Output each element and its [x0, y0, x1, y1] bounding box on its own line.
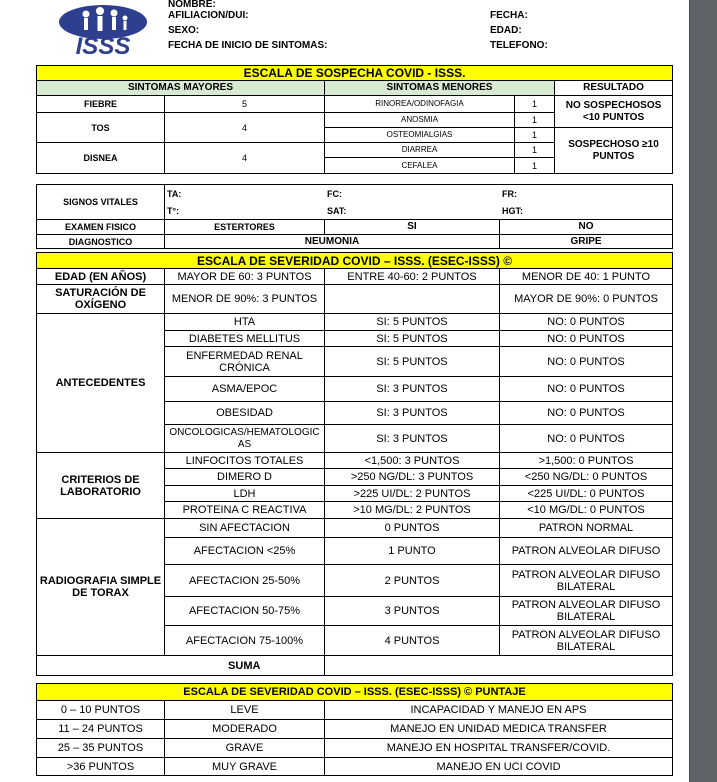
edad-c1: MAYOR DE 60: 3 PUNTOS: [165, 269, 325, 285]
antecedente-item: ONCOLOGICAS/HEMATOLOGICAS: [165, 425, 325, 453]
antecedente-si: SI: 3 PUNTOS: [325, 425, 500, 453]
radiografia-item: AFECTACION 25-50%: [165, 565, 325, 597]
examen-no: NO: [500, 220, 673, 235]
mayor-value: 4: [165, 113, 325, 143]
puntaje-level: MODERADO: [165, 720, 325, 739]
menor-label: RINOREA/ODINOFAGIA: [325, 96, 515, 113]
laboratorio-label: CRITERIOS DE LABORATORIO: [37, 453, 165, 519]
puntaje-manejo: MANEJO EN UNIDAD MEDICA TRANSFER: [325, 720, 673, 739]
t-field: T°:: [167, 205, 180, 216]
fc-field: FC:: [327, 188, 342, 199]
signos-fields: [165, 185, 673, 219]
suma-label: SUMA: [165, 656, 325, 676]
laboratorio-b: <225 UI/DL: 0 PUNTOS: [500, 486, 673, 502]
sospecha-table: [36, 65, 673, 174]
antecedente-si: SI: 3 PUNTOS: [325, 402, 500, 425]
resultado-no: NO SOSPECHOSOS <10 PUNTOS: [555, 96, 673, 128]
diagnostico-neumonia: NEUMONIA: [165, 235, 500, 249]
antecedente-item: OBESIDAD: [165, 402, 325, 425]
puntaje-level: MUY GRAVE: [165, 758, 325, 776]
antecedente-no: NO: 0 PUNTOS: [500, 377, 673, 402]
laboratorio-a: >225 UI/DL: 2 PUNTOS: [325, 486, 500, 502]
antecedente-no: NO: 0 PUNTOS: [500, 347, 673, 377]
menor-value: 1: [515, 143, 555, 158]
antecedente-no: NO: 0 PUNTOS: [500, 331, 673, 347]
mayor-label: DISNEA: [37, 143, 165, 174]
saturacion-c3: MAYOR DE 90%: 0 PUNTOS: [500, 285, 673, 314]
laboratorio-b: <10 MG/DL: 0 PUNTOS: [500, 502, 673, 519]
laboratorio-a: >250 NG/DL: 3 PUNTOS: [325, 469, 500, 486]
antecedente-item: ENFERMEDAD RENAL CRÓNICA: [165, 347, 325, 377]
radiografia-pts: 4 PUNTOS: [325, 626, 500, 656]
radiografia-pts: 3 PUNTOS: [325, 597, 500, 626]
radiografia-pts: 1 PUNTO: [325, 538, 500, 565]
puntaje-level: LEVE: [165, 701, 325, 720]
menor-label: OSTEOMIALGIAS: [325, 128, 515, 143]
mayor-value: 5: [165, 96, 325, 113]
viewer-scrollbar[interactable]: [690, 0, 717, 782]
laboratorio-b: <250 NG/DL: 0 PUNTOS: [500, 469, 673, 486]
mayor-label: TOS: [37, 113, 165, 143]
edad-label: EDAD:: [490, 25, 522, 36]
menor-label: ANOSMIA: [325, 113, 515, 128]
radiografia-label: RADIOGRAFIA SIMPLE DE TORAX: [37, 519, 165, 656]
laboratorio-item: LDH: [165, 486, 325, 502]
antecedente-no: NO: 0 PUNTOS: [500, 314, 673, 331]
radiografia-item: AFECTACION 50-75%: [165, 597, 325, 626]
hgt-field: HGT:: [502, 205, 523, 216]
col-menores: SINTOMAS MENORES: [325, 81, 555, 96]
radiografia-desc: PATRON NORMAL: [500, 519, 673, 538]
menor-label: DIARREA: [325, 143, 515, 158]
laboratorio-b: >1,500: 0 PUNTOS: [500, 453, 673, 469]
menor-value: 1: [515, 113, 555, 128]
laboratorio-a: >10 MG/DL: 2 PUNTOS: [325, 502, 500, 519]
puntaje-range: 11 – 24 PUNTOS: [37, 720, 165, 739]
radiografia-item: AFECTACION 75-100%: [165, 626, 325, 656]
radiografia-pts: 2 PUNTOS: [325, 565, 500, 597]
diagnostico-label: DIAGNOSTICO: [37, 235, 165, 249]
patient-header: [166, 0, 656, 52]
antecedente-si: SI: 5 PUNTOS: [325, 347, 500, 377]
radiografia-pts: 0 PUNTOS: [325, 519, 500, 538]
puntaje-table: [36, 683, 673, 776]
puntaje-manejo: MANEJO EN UCI COVID: [325, 758, 673, 776]
antecedente-item: HTA: [165, 314, 325, 331]
edad-c3: MENOR DE 40: 1 PUNTO: [500, 269, 673, 285]
ta-field: TA:: [167, 188, 182, 199]
severidad-table: [36, 252, 673, 676]
laboratorio-item: LINFOCITOS TOTALES: [165, 453, 325, 469]
col-resultado: RESULTADO: [555, 81, 673, 96]
sexo-label: SEXO:: [168, 25, 200, 36]
diagnostico-gripe: GRIPE: [500, 235, 673, 249]
estertores-label: ESTERTORES: [165, 220, 325, 235]
fecha-label: FECHA:: [490, 10, 528, 21]
puntaje-range: >36 PUNTOS: [37, 758, 165, 776]
radiografia-item: SIN AFECTACION: [165, 519, 325, 538]
antecedente-item: ASMA/EPOC: [165, 377, 325, 402]
edad-c2: ENTRE 40-60: 2 PUNTOS: [325, 269, 500, 285]
edad-label: EDAD (EN AÑOS): [37, 269, 165, 285]
antecedentes-label: ANTECEDENTES: [37, 314, 165, 453]
radiografia-desc: PATRON ALVEOLAR DIFUSO: [500, 538, 673, 565]
resultado-si: SOSPECHOSO ≥10 PUNTOS: [555, 128, 673, 174]
nombre-label: NOMBRE:: [168, 0, 216, 8]
puntaje-manejo: MANEJO EN HOSPITAL TRANSFER/COVID.: [325, 739, 673, 758]
svg-text:ISSS: ISSS: [75, 33, 131, 58]
fr-field: FR:: [502, 188, 517, 199]
laboratorio-a: <1,500: 3 PUNTOS: [325, 453, 500, 469]
antecedente-no: NO: 0 PUNTOS: [500, 402, 673, 425]
isss-logo: [48, 0, 158, 58]
radiografia-desc: PATRON ALVEOLAR DIFUSO BILATERAL: [500, 597, 673, 626]
examen-si: SI: [325, 220, 500, 235]
radiografia-item: AFECTACION <25%: [165, 538, 325, 565]
menor-value: 1: [515, 96, 555, 113]
menor-label: CEFALEA: [325, 158, 515, 174]
afiliacion-label: AFILIACION/DUI:: [168, 10, 249, 21]
antecedente-si: SI: 5 PUNTOS: [325, 314, 500, 331]
mayor-value: 4: [165, 143, 325, 174]
puntaje-range: 0 – 10 PUNTOS: [37, 701, 165, 720]
mayor-label: FIEBRE: [37, 96, 165, 113]
sospecha-title: ESCALA DE SOSPECHA COVID - ISSS.: [37, 66, 673, 81]
puntaje-title: ESCALA DE SEVERIDAD COVID – ISSS. (ESEC-ISSS) © PUNTAJE: [37, 684, 673, 701]
sat-field: SAT:: [327, 205, 347, 216]
signos-label: SIGNOS VITALES: [37, 185, 165, 220]
laboratorio-item: PROTEINA C REACTIVA: [165, 502, 325, 519]
puntaje-level: GRAVE: [165, 739, 325, 758]
col-mayores: SINTOMAS MAYORES: [37, 81, 325, 96]
antecedente-si: SI: 3 PUNTOS: [325, 377, 500, 402]
antecedente-no: NO: 0 PUNTOS: [500, 425, 673, 453]
fecha-inicio-label: FECHA DE INICIO DE SINTOMAS:: [168, 39, 328, 51]
menor-value: 1: [515, 158, 555, 174]
saturacion-c2: [325, 285, 500, 314]
radiografia-desc: PATRON ALVEOLAR DIFUSO BILATERAL: [500, 565, 673, 597]
radiografia-desc: PATRON ALVEOLAR DIFUSO BILATERAL: [500, 626, 673, 656]
saturacion-label: SATURACIÓN DE OXÍGENO: [37, 285, 165, 314]
severidad-title: ESCALA DE SEVERIDAD COVID – ISSS. (ESEC-ISSS) ©: [37, 253, 673, 269]
examen-label: EXAMEN FISICO: [37, 220, 165, 235]
antecedente-item: DIABETES MELLITUS: [165, 331, 325, 347]
puntaje-manejo: INCAPACIDAD Y MANEJO EN APS: [325, 701, 673, 720]
saturacion-c1: MENOR DE 90%: 3 PUNTOS: [165, 285, 325, 314]
puntaje-range: 25 – 35 PUNTOS: [37, 739, 165, 758]
antecedente-si: SI: 5 PUNTOS: [325, 331, 500, 347]
telefono-label: TELEFONO:: [490, 39, 548, 51]
laboratorio-item: DIMERO D: [165, 469, 325, 486]
signos-table: [36, 184, 673, 249]
menor-value: 1: [515, 128, 555, 143]
